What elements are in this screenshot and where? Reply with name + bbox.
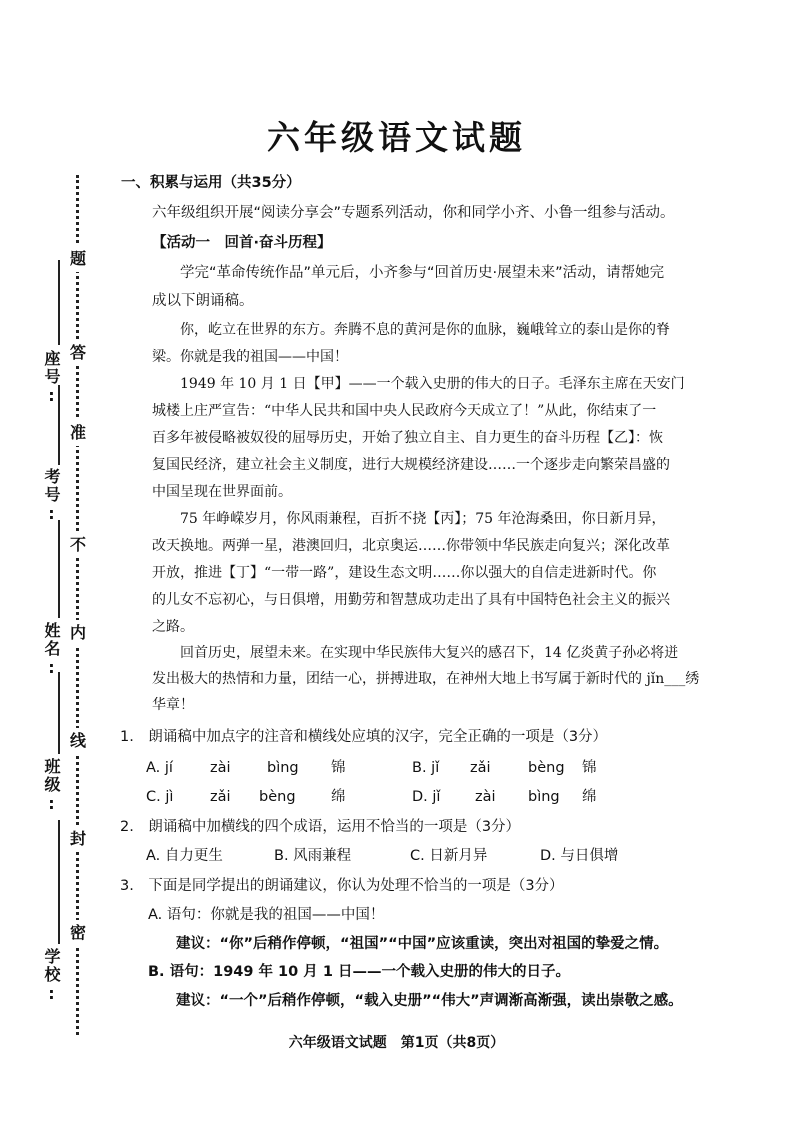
poem-p4-line-3: 华章！	[152, 697, 194, 713]
exam-number-label: 考号:	[42, 468, 61, 525]
seat-field	[58, 260, 60, 345]
question-3-option-b-advice: 建议：“一个”后稍作停顿，“载入史册”“伟大”声调渐高渐强，读出崇敬之感。	[176, 993, 683, 1009]
seat-label: 座号:	[42, 350, 61, 407]
section-heading: 一、积累与运用（共35分）	[121, 175, 301, 191]
poem-p4-line-1: 回首历史，展望未来。在实现中华民族伟大复兴的感召下，14 亿炎黄子孙必将迸	[180, 645, 679, 661]
page-title: 六年级语文试题	[267, 118, 526, 157]
exam-number-field	[58, 385, 60, 465]
seal-word-mi: 密	[68, 920, 88, 946]
question-3-option-b-sentence: B. 语句：1949 年 10 月 1 日——一个载入史册的伟大的日子。	[148, 964, 570, 980]
poem-p3-line-2: 改天换地。两弹一星，港澳回归，北京奥运……你带领中华民族走向复兴；深化改革	[152, 538, 670, 554]
seal-word-nei: 内	[68, 620, 88, 646]
name-label: 姓名:	[42, 622, 61, 679]
question-2-stem: 2. 朗诵稿中加横线的四个成语，运用不恰当的一项是（3分）	[120, 819, 521, 835]
poem-p3-line-5: 之路。	[152, 619, 194, 635]
name-field	[58, 520, 60, 618]
poem-p1-line-2: 梁。你就是我的祖国——中国！	[152, 349, 348, 365]
seal-word-da: 答	[68, 340, 88, 366]
class-field	[58, 672, 60, 754]
poem-p2-line-4: 复国民经济，建立社会主义制度，进行大规模经济建设……一个逐步走向繁荣昌盛的	[152, 457, 670, 473]
question-3-option-a-sentence: A. 语句：你就是我的祖国——中国！	[148, 907, 385, 923]
poem-p4-line-2: 发出极大的热情和力量，团结一心，拼搏进取，在神州大地上书写属于新时代的 jǐn___绣	[152, 671, 700, 687]
poem-p2-line-5: 中国呈现在世界面前。	[152, 484, 292, 500]
poem-p3-line-3: 开放，推进【丁】“一带一路”，建设生态文明……你以强大的自信走进新时代。你	[152, 565, 657, 581]
question-1-stem: 1. 朗诵稿中加点字的注音和横线处应填的汉字，完全正确的一项是（3分）	[120, 729, 608, 745]
question-3-option-a-advice: 建议：“你”后稍作停顿，“祖国”“中国”应该重读，突出对祖国的挚爱之情。	[176, 936, 669, 952]
question-2-option-b: B. 风雨兼程	[274, 848, 352, 864]
seal-word-bu: 不	[68, 532, 88, 558]
question-2-option-a: A. 自力更生	[146, 848, 223, 864]
seal-word-feng: 封	[68, 826, 88, 852]
seal-word-ti: 题	[68, 246, 88, 272]
seal-word-xian: 线	[68, 728, 88, 754]
question-2-option-c: C. 日新月异	[410, 848, 488, 864]
poem-p2-line-2: 城楼上庄严宣告：“中华人民共和国中央人民政府今天成立了！”从此，你结束了一	[152, 403, 657, 419]
seal-word-zhun: 准	[68, 420, 88, 446]
school-field	[58, 820, 60, 944]
task-line-2: 成以下朗诵稿。	[152, 293, 254, 309]
question-3-stem: 3. 下面是同学提出的朗诵建议，你认为处理不恰当的一项是（3分）	[120, 878, 564, 894]
section-intro: 六年级组织开展“阅读分享会”专题系列活动，你和同学小齐、小鲁一组参与活动。	[152, 205, 675, 221]
class-label: 班级:	[42, 758, 61, 815]
poem-p2-line-1: 1949 年 10 月 1 日【甲】——一个载入史册的伟大的日子。毛泽东主席在天安门	[180, 376, 685, 392]
seal-dotted-line	[76, 175, 79, 1035]
question-2-option-d: D. 与日俱增	[540, 848, 619, 864]
poem-p3-line-4: 的儿女不忘初心，与日俱增，用勤劳和智慧成功走出了具有中国特色社会主义的振兴	[152, 592, 670, 608]
task-line-1: 学完“革命传统作品”单元后，小齐参与“回首历史·展望未来”活动，请帮她完	[180, 265, 665, 281]
exam-page: 题 答 准 不 内 线 封 密 座号: 考号: 姓名: 班级: 学校: 六年级语文试题 一、积累与运用（共35分） 六年级组织开展“阅读分享会”专题系列活动，你和同学小齐、小鲁一组参与活动。 【活动一 回首·奋斗历程】 学完“革命传统作品”单元后，小齐参与“回首历史·展望未来”活动，请帮她完 成以下朗诵稿。 你，屹立在世界的东方。奔腾不息的黄河是你的血脉，巍峨耸立的泰山是你的脊 梁。你就是我的祖国——中国！ 1949 年 10 月 1 日【甲】——一个载入史册的伟大的日子。毛泽东主席在天安门 城楼上庄严宣告：“中华人民共和国中央人民政府今天成立了！”从此，你结束了一 百多年被侵略被奴役的屈辱历史，开始了独立自主、自力更生的奋斗历程【乙】：恢 复国民经济，建立社会主义制度，进行大规模经济建设……一个逐步走向繁荣昌盛的 中国呈现在世界面前。 75 年峥嵘岁月，你风雨兼程，百折不挠【丙】；75 年沧海桑田，你日新月异， 改天换地。两弹一星，港澳回归，北京奥运……你带领中华民族走向复兴；深化改革 开放，推进【丁】“一带一路”，建设生态文明……你以强大的自信走进新时代。你 的儿女不忘初心，与日俱增，用勤劳和智慧成功走出了具有中国特色社会主义的振兴 之路。 回首历史，展望未来。在实现中华民族伟大复兴的感召下，14 亿炎黄子孙必将迸 发出极大的热情和力量，团结一心，拼搏进取，在神州大地上书写属于新时代的 jǐn___绣 华章！ 1. 朗诵稿中加点字的注音和横线处应填的汉字，完全正确的一项是（3分） A. jí zài bìng 锦 B. jǐ zǎi bèng 锦 C. jì zǎi bèng 绵 D. jǐ zài bìng 绵 2. 朗诵稿中加横线的四个成语，运用不恰当的一项是（3分） A. 自力更生 B. 风雨兼程 C. 日新月异 D. 与日俱增 3. 下面是同学提出的朗诵建议，你认为处理不恰当的一项是（3分） A. 语句：你就是我的祖国——中国！ 建议：“你”后稍作停顿，“祖国”“中国”应该重读，突出对祖国的挚爱之情。 B. 语句：1949 年 10 月 1 日——一个载入史册的伟大的日子。 建议：“一个”后稍作停顿，“载入史册”“伟大”声调渐高渐强，读出崇敬之感。 六年级语文试题 第1页（共8页）	[0, 0, 793, 1121]
school-label: 学校:	[42, 948, 61, 1005]
activity-one-heading: 【活动一 回首·奋斗历程】	[152, 235, 332, 251]
page-footer: 六年级语文试题 第1页（共8页）	[288, 1035, 505, 1051]
poem-p2-line-3: 百多年被侵略被奴役的屈辱历史，开始了独立自主、自力更生的奋斗历程【乙】：恢	[152, 430, 663, 446]
poem-p3-line-1: 75 年峥嵘岁月，你风雨兼程，百折不挠【丙】；75 年沧海桑田，你日新月异，	[180, 511, 666, 527]
poem-p1-line-1: 你，屹立在世界的东方。奔腾不息的黄河是你的血脉，巍峨耸立的泰山是你的脊	[180, 322, 670, 338]
